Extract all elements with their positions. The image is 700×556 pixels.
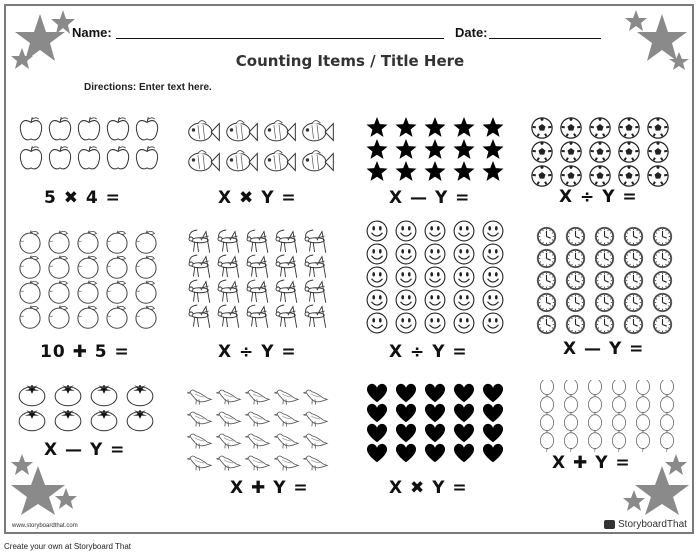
smiley-icon	[367, 267, 387, 287]
apple-icon	[49, 146, 70, 169]
heart-icon	[425, 444, 445, 462]
grasshopper-icon	[247, 280, 268, 303]
clock-icon	[653, 315, 672, 334]
smiley-icon	[367, 221, 387, 241]
grasshopper-icon	[218, 280, 239, 303]
bird-icon	[303, 456, 327, 471]
smiley-icon	[483, 221, 503, 241]
apple-icon	[107, 117, 128, 140]
heart-icon	[396, 404, 416, 422]
fish-icon	[227, 151, 258, 171]
worksheet-title[interactable]: Counting Items / Title Here	[235, 52, 465, 70]
clock-icon	[624, 271, 643, 290]
heart-icon	[367, 444, 387, 462]
smiley-icon	[425, 244, 445, 264]
orange-icon	[78, 256, 98, 279]
equation-4[interactable]: X ÷ Y =	[559, 187, 638, 207]
apple-grid	[18, 116, 168, 178]
orange-icon	[20, 231, 40, 254]
smiley-icon	[396, 244, 416, 264]
date-label: Date:	[455, 25, 488, 40]
smiley-icon	[396, 267, 416, 287]
orange-icon	[20, 306, 40, 329]
tomato-icon	[91, 385, 117, 406]
grasshopper-icon	[218, 255, 239, 278]
grasshopper-icon	[189, 230, 210, 253]
soccer-ball-icon	[648, 142, 668, 162]
smiley-icon	[454, 221, 474, 241]
tomato-icon	[127, 385, 153, 406]
grasshopper-grid	[186, 229, 336, 329]
soccer-ball-icon	[561, 118, 581, 138]
fish-icon	[227, 121, 258, 141]
grasshopper-icon	[189, 280, 210, 303]
grasshopper-icon	[305, 230, 326, 253]
bird-icon	[216, 456, 240, 471]
bird-icon	[187, 456, 211, 471]
tomato-icon	[19, 385, 45, 406]
apple-icon	[136, 117, 157, 140]
grasshopper-icon	[305, 280, 326, 303]
bird-icon	[216, 390, 240, 405]
balloon-icon	[612, 433, 625, 452]
star-icon	[367, 161, 388, 181]
heart-icon	[367, 404, 387, 422]
smiley-icon	[483, 267, 503, 287]
grasshopper-icon	[189, 305, 210, 328]
balloon-icon	[564, 433, 577, 452]
equation-9[interactable]: X — Y =	[44, 440, 126, 460]
smiley-icon	[425, 267, 445, 287]
bird-icon	[303, 412, 327, 427]
orange-icon	[49, 256, 69, 279]
clock-icon	[566, 293, 585, 312]
orange-icon	[107, 256, 127, 279]
logo-icon	[604, 520, 615, 529]
heart-icon	[483, 384, 503, 402]
grasshopper-icon	[276, 280, 297, 303]
smiley-icon	[367, 244, 387, 264]
bird-grid	[186, 383, 336, 471]
clock-icon	[537, 315, 556, 334]
soccer-ball-grid	[531, 117, 681, 187]
smiley-icon	[396, 221, 416, 241]
smiley-icon	[396, 313, 416, 333]
grasshopper-icon	[218, 230, 239, 253]
clock-icon	[624, 293, 643, 312]
smiley-icon	[425, 313, 445, 333]
credit-text[interactable]: Create your own at Storyboard That	[4, 542, 132, 551]
heart-icon	[483, 444, 503, 462]
soccer-ball-icon	[648, 166, 668, 186]
apple-icon	[107, 146, 128, 169]
smiley-icon	[367, 290, 387, 310]
heart-icon	[425, 424, 445, 442]
star-icon	[396, 117, 417, 137]
orange-icon	[78, 281, 98, 304]
fish-icon	[265, 121, 296, 141]
orange-icon	[78, 231, 98, 254]
heart-icon	[454, 404, 474, 422]
orange-grid	[18, 230, 168, 330]
star-icon	[454, 139, 475, 159]
tomato-grid	[18, 380, 168, 432]
equation-8[interactable]: X — Y =	[563, 339, 645, 359]
star-icon	[483, 161, 504, 181]
star-icon	[425, 161, 446, 181]
clock-icon	[595, 315, 614, 334]
clock-icon	[595, 271, 614, 290]
smiley-icon	[454, 290, 474, 310]
clock-icon	[595, 227, 614, 246]
orange-icon	[49, 231, 69, 254]
soccer-ball-icon	[532, 118, 552, 138]
grasshopper-icon	[305, 255, 326, 278]
tomato-icon	[91, 410, 117, 431]
clock-icon	[624, 227, 643, 246]
corner-stars-bottom-right	[620, 452, 692, 516]
clock-icon	[624, 315, 643, 334]
fish-icon	[189, 121, 220, 141]
bird-icon	[303, 390, 327, 405]
clock-icon	[653, 227, 672, 246]
grasshopper-icon	[276, 305, 297, 328]
smiley-icon	[454, 313, 474, 333]
smiley-icon	[483, 290, 503, 310]
soccer-ball-icon	[561, 142, 581, 162]
equation-3[interactable]: X — Y =	[389, 188, 471, 208]
orange-icon	[107, 231, 127, 254]
soccer-ball-icon	[590, 142, 610, 162]
bird-icon	[245, 456, 269, 471]
grasshopper-icon	[247, 230, 268, 253]
smiley-icon	[483, 244, 503, 264]
tomato-icon	[19, 410, 45, 431]
heart-icon	[396, 444, 416, 462]
heart-icon	[425, 404, 445, 422]
name-label: Name:	[72, 25, 112, 40]
clock-icon	[566, 227, 585, 246]
orange-icon	[136, 256, 156, 279]
balloon-grid	[536, 380, 686, 452]
heart-icon	[396, 384, 416, 402]
clock-grid	[536, 226, 686, 338]
heart-icon	[367, 424, 387, 442]
heart-icon	[396, 424, 416, 442]
grasshopper-icon	[247, 305, 268, 328]
star-icon	[483, 139, 504, 159]
bird-icon	[274, 434, 298, 449]
orange-icon	[136, 231, 156, 254]
tomato-icon	[55, 385, 81, 406]
clock-icon	[653, 293, 672, 312]
logo-text: StoryboardThat	[618, 519, 687, 530]
bird-icon	[187, 434, 211, 449]
storyboardthat-logo	[604, 519, 687, 530]
smiley-icon	[425, 221, 445, 241]
orange-icon	[49, 281, 69, 304]
smiley-grid	[366, 220, 516, 338]
apple-icon	[20, 146, 41, 169]
bird-icon	[187, 390, 211, 405]
bird-icon	[187, 412, 211, 427]
apple-icon	[136, 146, 157, 169]
equation-12[interactable]: X ✚ Y =	[552, 453, 631, 473]
equation-6[interactable]: X ÷ Y =	[218, 342, 297, 362]
bird-icon	[216, 434, 240, 449]
bird-icon	[245, 412, 269, 427]
tomato-icon	[55, 410, 81, 431]
star-icon	[396, 139, 417, 159]
orange-icon	[107, 281, 127, 304]
smiley-icon	[454, 244, 474, 264]
orange-icon	[78, 306, 98, 329]
date-field[interactable]	[489, 38, 601, 39]
clock-icon	[653, 249, 672, 268]
equation-1[interactable]: 5 ✖ 4 =	[44, 188, 121, 208]
grasshopper-icon	[189, 255, 210, 278]
grasshopper-icon	[276, 230, 297, 253]
tomato-icon	[127, 410, 153, 431]
star-icon	[454, 161, 475, 181]
heart-grid	[366, 382, 516, 464]
star-icon	[483, 117, 504, 137]
clock-icon	[566, 249, 585, 268]
clock-icon	[624, 249, 643, 268]
corner-stars-bottom-left	[8, 452, 80, 516]
orange-icon	[136, 281, 156, 304]
heart-icon	[454, 384, 474, 402]
grasshopper-icon	[218, 305, 239, 328]
equation-2[interactable]: X ✖ Y =	[218, 188, 297, 208]
smiley-icon	[425, 290, 445, 310]
clock-icon	[537, 249, 556, 268]
soccer-ball-icon	[561, 166, 581, 186]
bird-icon	[245, 390, 269, 405]
bird-icon	[245, 434, 269, 449]
clock-icon	[595, 249, 614, 268]
apple-icon	[49, 117, 70, 140]
star-grid	[366, 117, 516, 187]
soccer-ball-icon	[532, 166, 552, 186]
heart-icon	[454, 424, 474, 442]
clock-icon	[537, 227, 556, 246]
equation-10[interactable]: X ✚ Y =	[230, 478, 309, 498]
clock-icon	[537, 293, 556, 312]
orange-icon	[136, 306, 156, 329]
fish-icon	[303, 121, 334, 141]
clock-icon	[653, 271, 672, 290]
grasshopper-icon	[305, 305, 326, 328]
heart-icon	[483, 424, 503, 442]
clock-icon	[566, 271, 585, 290]
balloon-icon	[660, 433, 673, 452]
soccer-ball-icon	[619, 118, 639, 138]
fish-grid	[186, 115, 336, 177]
smiley-icon	[483, 313, 503, 333]
soccer-ball-icon	[590, 118, 610, 138]
fish-icon	[265, 151, 296, 171]
heart-icon	[425, 384, 445, 402]
equation-5[interactable]: 10 ✚ 5 =	[40, 342, 130, 362]
clock-icon	[537, 271, 556, 290]
star-icon	[367, 139, 388, 159]
balloon-icon	[540, 433, 553, 452]
soccer-ball-icon	[619, 166, 639, 186]
grasshopper-icon	[247, 255, 268, 278]
star-icon	[367, 117, 388, 137]
clock-icon	[566, 315, 585, 334]
orange-icon	[107, 306, 127, 329]
balloon-icon	[588, 433, 601, 452]
soccer-ball-icon	[590, 166, 610, 186]
website-text: www.storyboardthat.com	[12, 523, 78, 529]
bird-icon	[274, 390, 298, 405]
apple-icon	[78, 146, 99, 169]
orange-icon	[20, 256, 40, 279]
heart-icon	[367, 384, 387, 402]
balloon-icon	[636, 433, 649, 452]
heart-icon	[454, 444, 474, 462]
soccer-ball-icon	[532, 142, 552, 162]
bird-icon	[303, 434, 327, 449]
directions-text[interactable]: Directions: Enter text here.	[84, 82, 212, 93]
grasshopper-icon	[276, 255, 297, 278]
fish-icon	[189, 151, 220, 171]
star-icon	[454, 117, 475, 137]
equation-7[interactable]: X ÷ Y =	[389, 342, 468, 362]
apple-icon	[78, 117, 99, 140]
fish-icon	[303, 151, 334, 171]
bird-icon	[274, 456, 298, 471]
clock-icon	[595, 293, 614, 312]
heart-icon	[483, 404, 503, 422]
star-icon	[396, 161, 417, 181]
smiley-icon	[396, 290, 416, 310]
star-icon	[425, 139, 446, 159]
orange-icon	[49, 306, 69, 329]
smiley-icon	[454, 267, 474, 287]
soccer-ball-icon	[619, 142, 639, 162]
soccer-ball-icon	[648, 118, 668, 138]
smiley-icon	[367, 313, 387, 333]
equation-11[interactable]: X ✖ Y =	[389, 478, 468, 498]
star-icon	[425, 117, 446, 137]
name-field[interactable]	[116, 38, 444, 39]
apple-icon	[20, 117, 41, 140]
orange-icon	[20, 281, 40, 304]
bird-icon	[216, 412, 240, 427]
bird-icon	[274, 412, 298, 427]
